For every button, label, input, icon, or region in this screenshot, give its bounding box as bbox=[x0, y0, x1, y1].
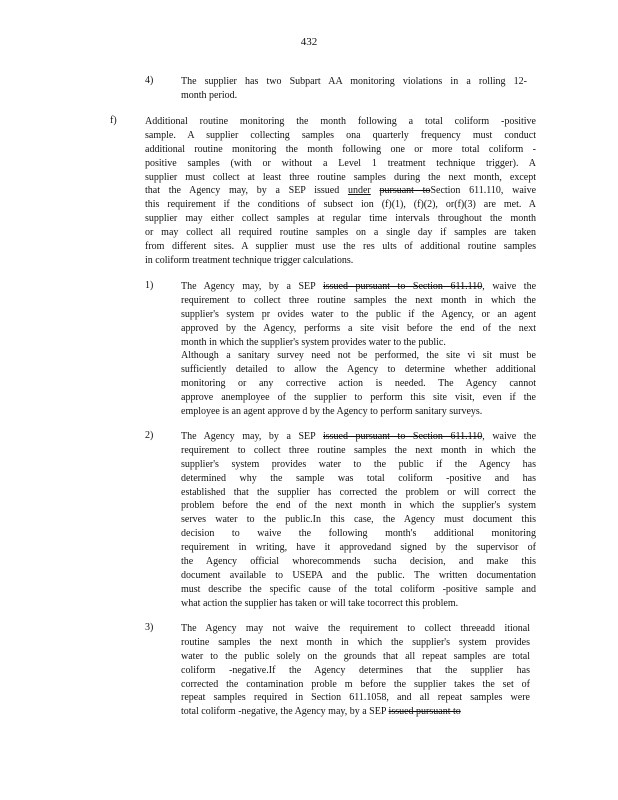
text-segment: , waive the bbox=[482, 431, 537, 442]
text-line: month period. bbox=[181, 89, 238, 101]
text-line: sufficiently detailed to allow the Agency to determine whether additional bbox=[181, 364, 536, 376]
text-line: from different sites. A supplier must use the res ults of additional routine samples bbox=[145, 241, 536, 253]
text-line: serves water to the public.In this case, the Agency must document this bbox=[181, 514, 536, 526]
text-segment: that the Agency may, by a SEP issued bbox=[145, 185, 340, 197]
text-segment: Section 611.110, waive bbox=[430, 185, 537, 197]
item-f-label: f) bbox=[110, 115, 117, 126]
item-3-label: 3) bbox=[145, 622, 154, 633]
text-line: supplier must collect at least three routine samples during the next month, except bbox=[145, 171, 536, 183]
text-line-with-amendment bbox=[181, 430, 536, 444]
deleted-text: issued pursuant to Section 611.110 bbox=[322, 281, 483, 292]
text-line: corrected the contamination proble m before the supplier takes the set of bbox=[181, 678, 530, 690]
item-2-text bbox=[181, 430, 536, 611]
inserted-text: under bbox=[347, 185, 371, 197]
text-line: requirement to collect three routine samples the next month in which the bbox=[181, 294, 536, 306]
text-line: coliform -negative.If the Agency determines that the supplier has bbox=[181, 664, 530, 676]
text-segment: , waive the bbox=[482, 281, 537, 292]
text-segment: total coliform -negative, the Agency may, by a SEP bbox=[181, 706, 387, 718]
deleted-text: pursuant to bbox=[379, 185, 431, 197]
text-line-with-amendment bbox=[181, 705, 530, 719]
deleted-text: issued pursuant to bbox=[388, 706, 461, 718]
item-4-text bbox=[181, 75, 527, 103]
text-line: what action the supplier has taken or will take tocorrect this problem. bbox=[181, 597, 459, 609]
text-line: must describe the specific cause of the total coliform -positive sample and bbox=[181, 583, 536, 595]
text-segment: The Agency may, by a SEP bbox=[181, 281, 316, 292]
item-f-text bbox=[145, 115, 536, 268]
text-line: The supplier has two Subpart AA monitoring violations in a rolling 12- bbox=[181, 76, 527, 87]
text-line: established that the supplier has corrected the problem or will correct the bbox=[181, 486, 536, 498]
text-line: approved by the Agency, performs a site visit before the end of the next bbox=[181, 322, 536, 334]
text-line: or may collect all required routine samples on a single day if samples are taken bbox=[145, 227, 536, 239]
text-line: the Agency official whorecommends sucha decision, and make this bbox=[181, 556, 536, 568]
text-line: water to the public solely on the grounds that all repeat samples are total bbox=[181, 650, 530, 662]
text-line: approve anemployee of the supplier to perform this site visit, even if the bbox=[181, 392, 536, 404]
item-4-label: 4) bbox=[145, 75, 154, 86]
item-1-text bbox=[181, 280, 536, 419]
text-line-with-amendment bbox=[181, 280, 536, 294]
text-line: employee is an agent approve d by the Agency to perform sanitary surveys. bbox=[181, 406, 483, 418]
text-line: in coliform treatment technique trigger calculations. bbox=[145, 254, 354, 266]
text-line: supplier's system provides water to the public if the Agency has bbox=[181, 458, 536, 470]
text-line: document available to USEPA and the public. The written documentation bbox=[181, 569, 536, 581]
text-line: supplier may either collect samples at regular time intervals throughout the month bbox=[145, 213, 536, 225]
text-line: Additional routine monitoring the month following a total coliform -positive bbox=[145, 116, 536, 127]
text-line: additional routine monitoring the month following one or more total coliform - bbox=[145, 143, 536, 155]
text-line: requirement to collect three routine samples the next month in which the bbox=[181, 444, 536, 456]
item-2-label: 2) bbox=[145, 430, 154, 441]
text-line: requirement in writing, have it approvedand signed by the supervisor of bbox=[181, 542, 536, 554]
item-3-text bbox=[181, 622, 530, 719]
text-line: supplier's system pr ovides water to the public if the Agency, or an agent bbox=[181, 308, 536, 320]
text-line: sample. A supplier collecting samples ona quarterly frequency must conduct bbox=[145, 129, 536, 141]
text-line: determined why the sample was total coliform -positive and has bbox=[181, 472, 536, 484]
page-number: 432 bbox=[300, 36, 318, 48]
text-line: decision to waive the following month's additional monitoring bbox=[181, 528, 536, 540]
deleted-text: issued pursuant to Section 611.110 bbox=[322, 431, 483, 442]
text-line: monitoring or any corrective action is needed. The Agency cannot bbox=[181, 378, 536, 390]
text-line: problem before the end of the next month in which the supplier's system bbox=[181, 500, 536, 512]
text-line: month in which the supplier's system provides water to the public. bbox=[181, 336, 446, 348]
text-line: this requirement if the conditions of subsect ion (f)(1), (f)(2), or(f)(3) are met. A bbox=[145, 199, 536, 211]
text-segment: The Agency may, by a SEP bbox=[181, 431, 316, 442]
text-line: repeat samples required in Section 611.1058, and all repeat samples were bbox=[181, 692, 530, 704]
text-line: positive samples (with or without a Level 1 treatment technique trigger). A bbox=[145, 157, 536, 169]
text-line-with-amendment bbox=[145, 184, 536, 198]
text-line: The Agency may not waive the requirement to collect threeadd itional bbox=[181, 623, 530, 634]
item-1-label: 1) bbox=[145, 280, 154, 291]
text-line: routine samples the next month in which the supplier's system provides bbox=[181, 636, 530, 648]
text-line: Although a sanitary survey need not be performed, the site vi sit must be bbox=[181, 350, 536, 362]
